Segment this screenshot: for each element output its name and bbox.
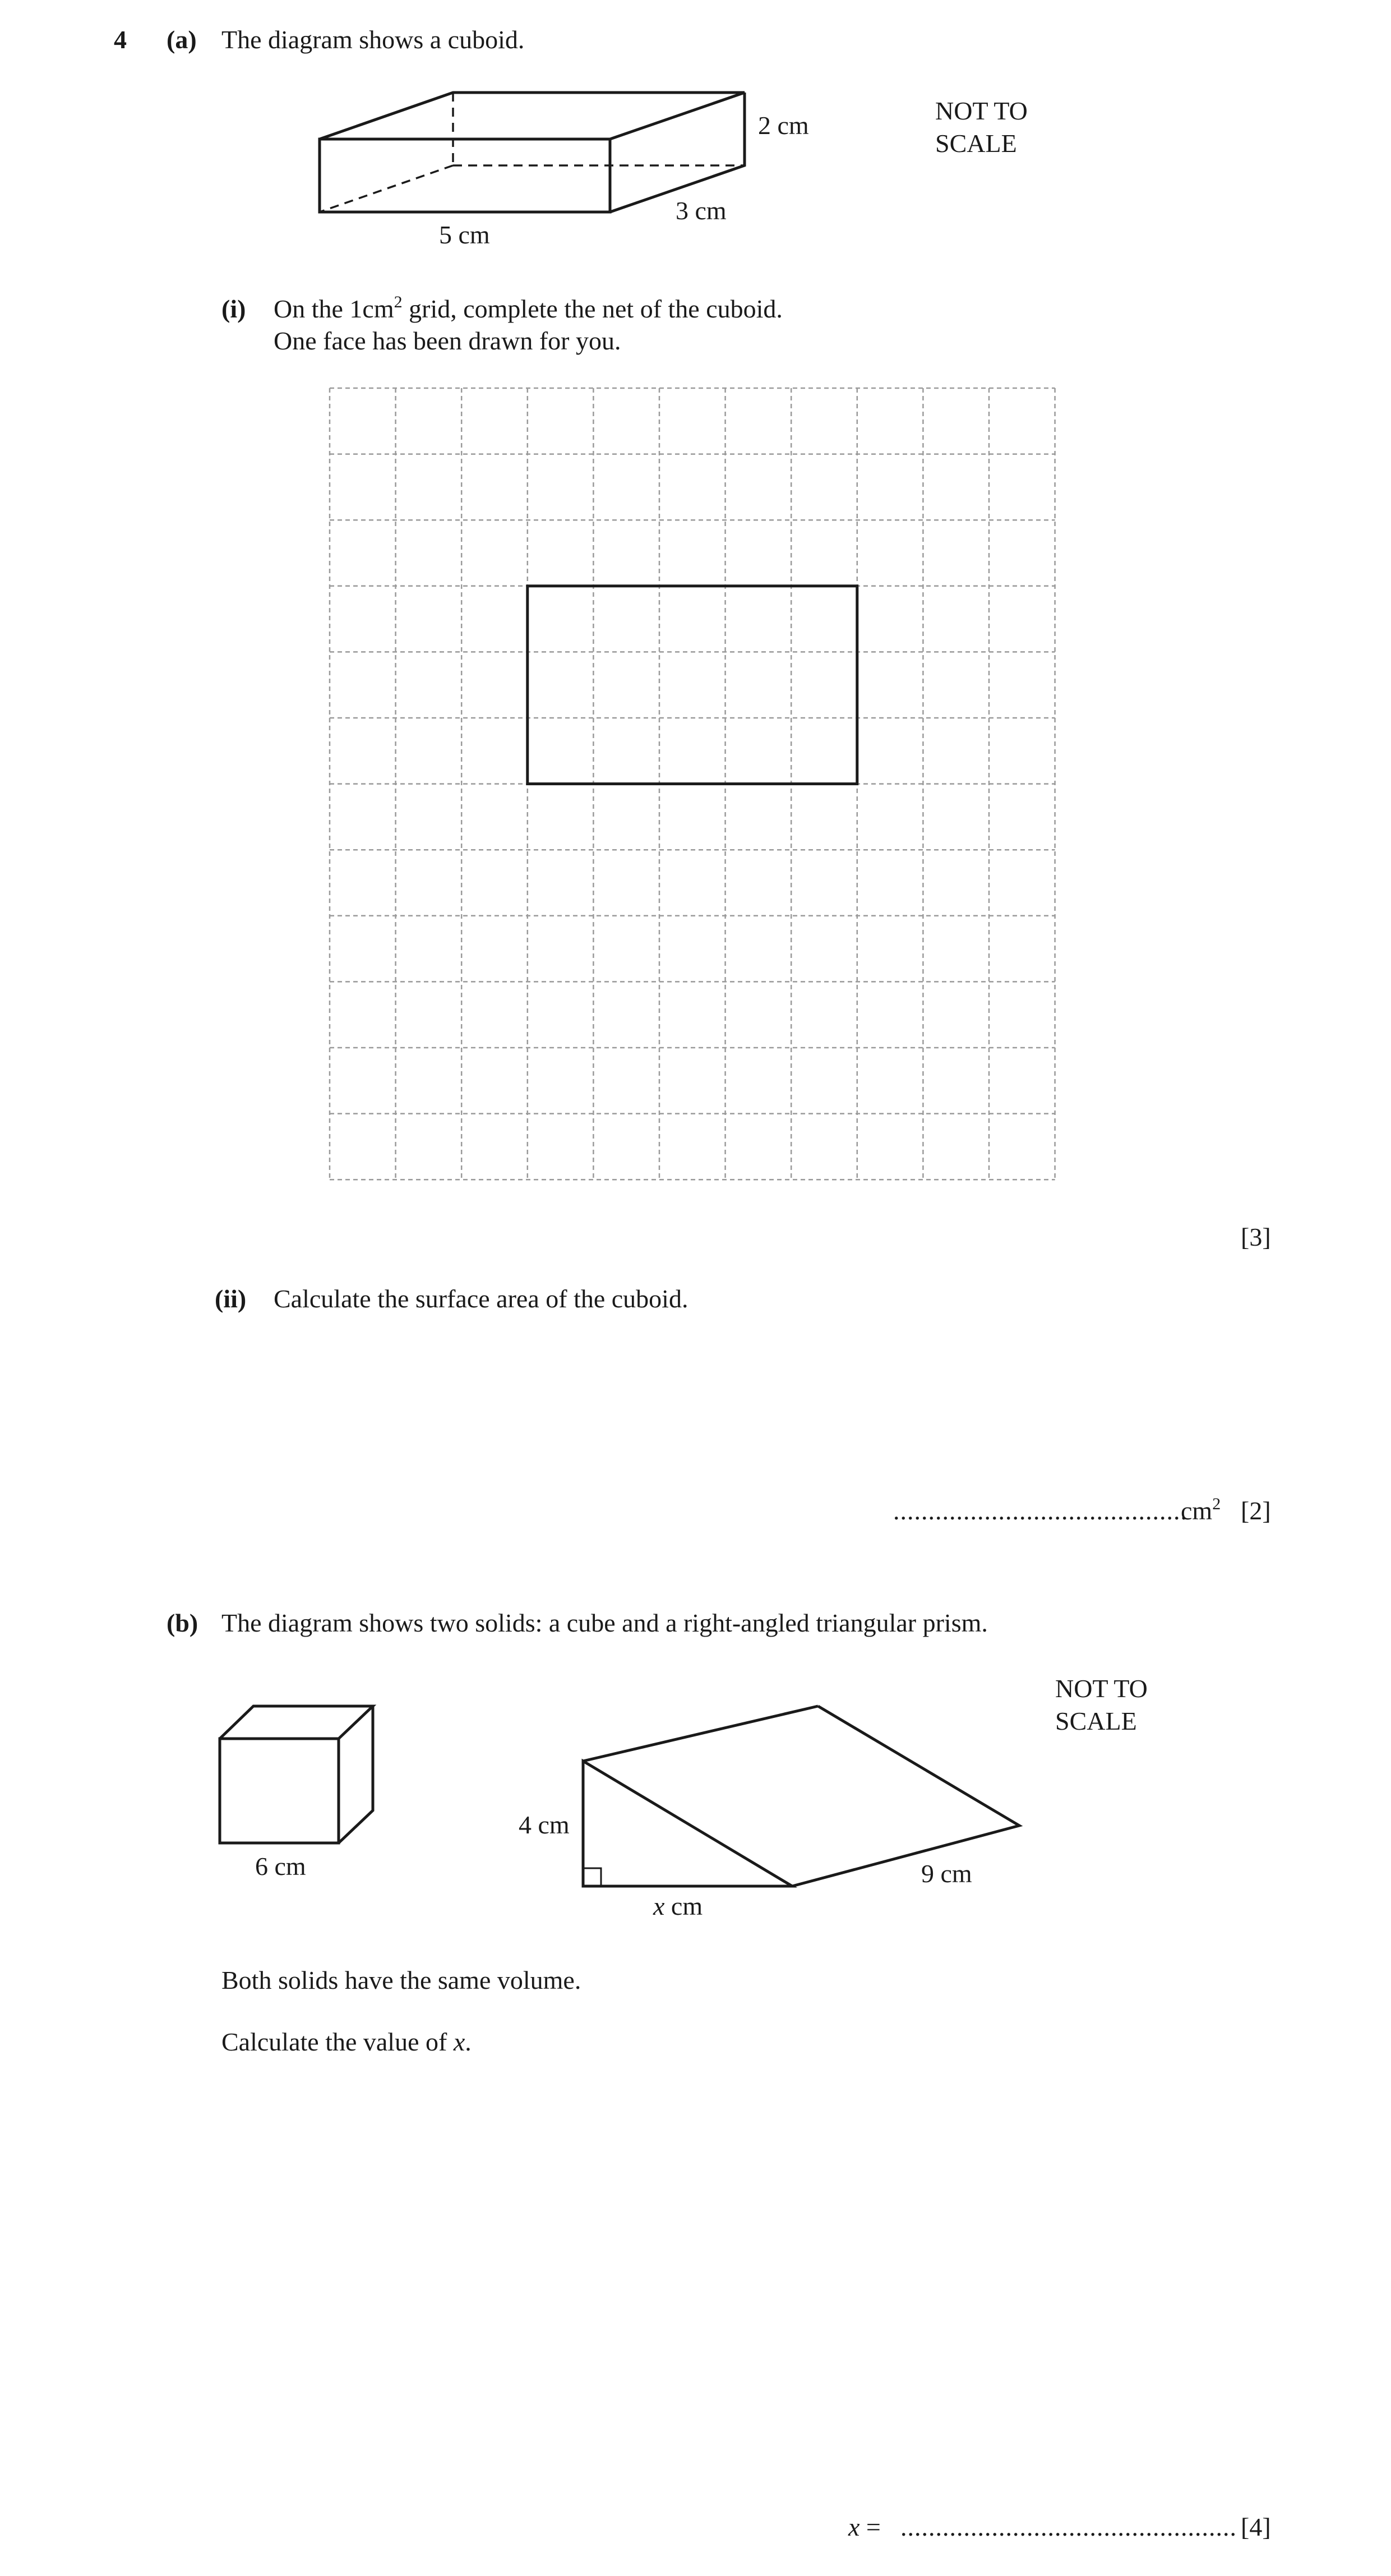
part-ii-marks: [2] [1241,1496,1271,1525]
surface-area-unit-text: cm [1181,1496,1213,1525]
instruction-pre: Calculate the value of [221,2027,454,2056]
part-i-marks: [3] [1241,1223,1271,1251]
x-answer-line[interactable]: ................................................ [900,2513,1237,2541]
x-answer-prefix [848,2513,881,2542]
cuboid-height-label: 2 cm [758,111,809,140]
cuboid-length-label: 5 cm [439,220,490,249]
part-i-line1-sup: 2 [394,293,403,311]
not-to-scale-a-line2: SCALE [935,129,1017,158]
prism-length-label: 9 cm [921,1859,972,1888]
surface-area-unit-sup: 2 [1212,1495,1221,1513]
prism-base-var: x [653,1892,665,1920]
question-number: 4 [114,25,127,54]
answer-var: x [848,2513,860,2541]
part-b-marks: [4] [1241,2513,1271,2541]
answer-eq: = [859,2513,881,2541]
part-ii-label: (ii) [215,1284,247,1313]
part-b-label: (b) [167,1609,198,1637]
prism-height-label: 4 cm [519,1810,570,1839]
cube-side-label: 6 cm [255,1852,306,1881]
part-b-instruction [221,2027,472,2057]
cuboid-depth-label: 3 cm [676,196,727,225]
cube-shape [220,1706,373,1843]
part-a-text: The diagram shows a cuboid. [221,25,525,54]
part-ii-text: Calculate the surface area of the cuboid. [274,1284,688,1313]
part-b-statement: Both solids have the same volume. [221,1966,581,1994]
prism-base-label [653,1892,703,1921]
part-i-line1-post: grid, complete the net of the cuboid. [402,294,783,323]
part-i-label: (i) [221,294,246,323]
prism-base-unit: cm [664,1892,703,1920]
part-a-label: (a) [167,25,197,54]
not-to-scale-b-line2: SCALE [1055,1707,1137,1735]
not-to-scale-a-line1: NOT TO [935,96,1028,125]
not-to-scale-b-line1: NOT TO [1055,1674,1148,1703]
part-i-line2: One face has been drawn for you. [274,326,621,355]
instruction-post: . [465,2027,472,2056]
part-i-line1-pre: On the 1cm [274,294,394,323]
part-b-text: The diagram shows two solids: a cube and a right-angled triangular prism. [221,1609,988,1637]
surface-area-answer-line[interactable]: .......................................... [893,1496,1187,1525]
instruction-var: x [453,2027,465,2056]
